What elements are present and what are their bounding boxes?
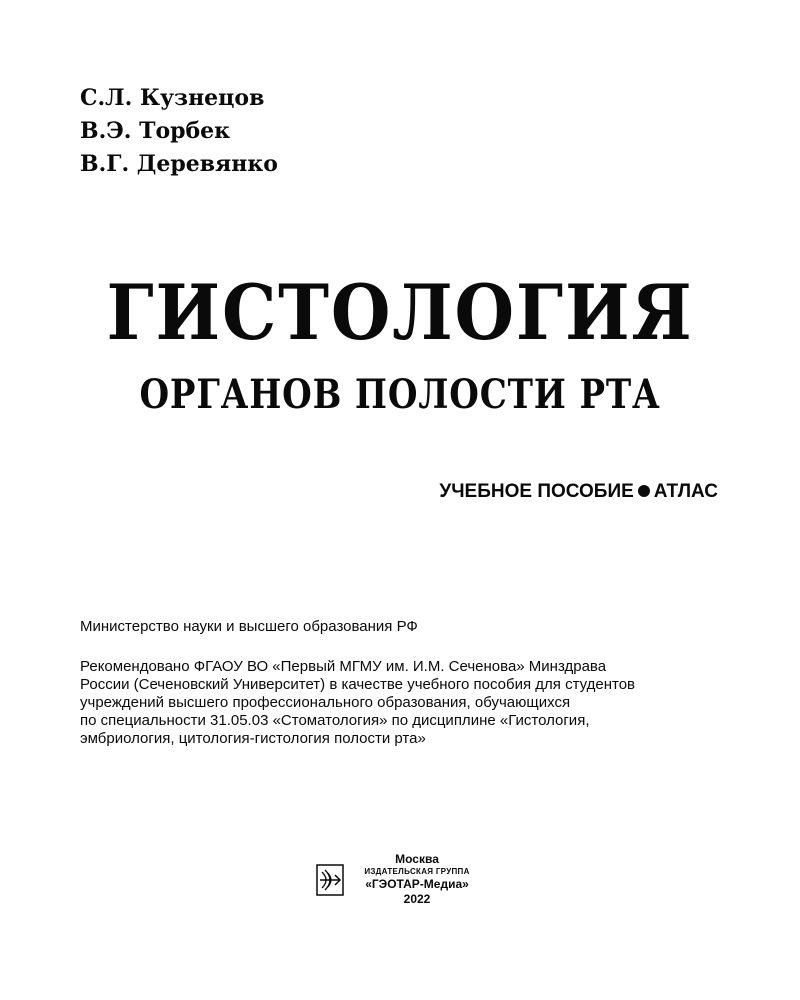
book-kind-atlas: АТЛАС xyxy=(653,481,718,502)
ministry-line: Министерство науки и высшего образования РФ xyxy=(80,618,418,635)
recommendation-line: России (Сеченовский Университет) в качестве учебного пособия для студентов xyxy=(80,676,636,693)
author-name: В.Э. Торбек xyxy=(80,118,231,144)
recommendation-line: по специальности 31.05.03 «Стоматология» по дисциплине «Гистология, xyxy=(80,712,590,729)
publisher-group: ИЗДАТЕЛЬСКАЯ ГРУППА xyxy=(364,867,470,876)
geotar-logo-icon xyxy=(316,864,344,896)
recommendation-line: Рекомендовано ФГАОУ ВО «Первый МГМУ им. И.М. Сеченова» Минздрава xyxy=(80,658,607,675)
recommendation-line: эмбриология, цитология-гистология полости рта» xyxy=(80,730,426,747)
publisher-block xyxy=(316,852,486,912)
authors-block xyxy=(80,82,278,181)
publication-year: 2022 xyxy=(403,892,431,906)
author-name: В.Г. Деревянко xyxy=(80,151,278,177)
author-name: С.Л. Кузнецов xyxy=(80,85,265,111)
recommendation-block xyxy=(80,658,635,748)
publisher-name: «ГЭОТАР-Медиа» xyxy=(365,877,469,891)
book-subtitle: ОРГАНОВ ПОЛОСТИ РТА xyxy=(139,371,661,418)
book-kind xyxy=(439,480,718,504)
recommendation-line: учреждений высшего профессионального образования, обучающихся xyxy=(80,694,571,711)
book-title: ГИСТОЛОГИЯ xyxy=(106,268,694,357)
bullet-icon xyxy=(638,485,650,497)
publisher-city: Москва xyxy=(395,852,439,866)
publisher-text xyxy=(352,852,482,907)
book-kind-textbook: УЧЕБНОЕ ПОСОБИЕ xyxy=(439,481,634,502)
